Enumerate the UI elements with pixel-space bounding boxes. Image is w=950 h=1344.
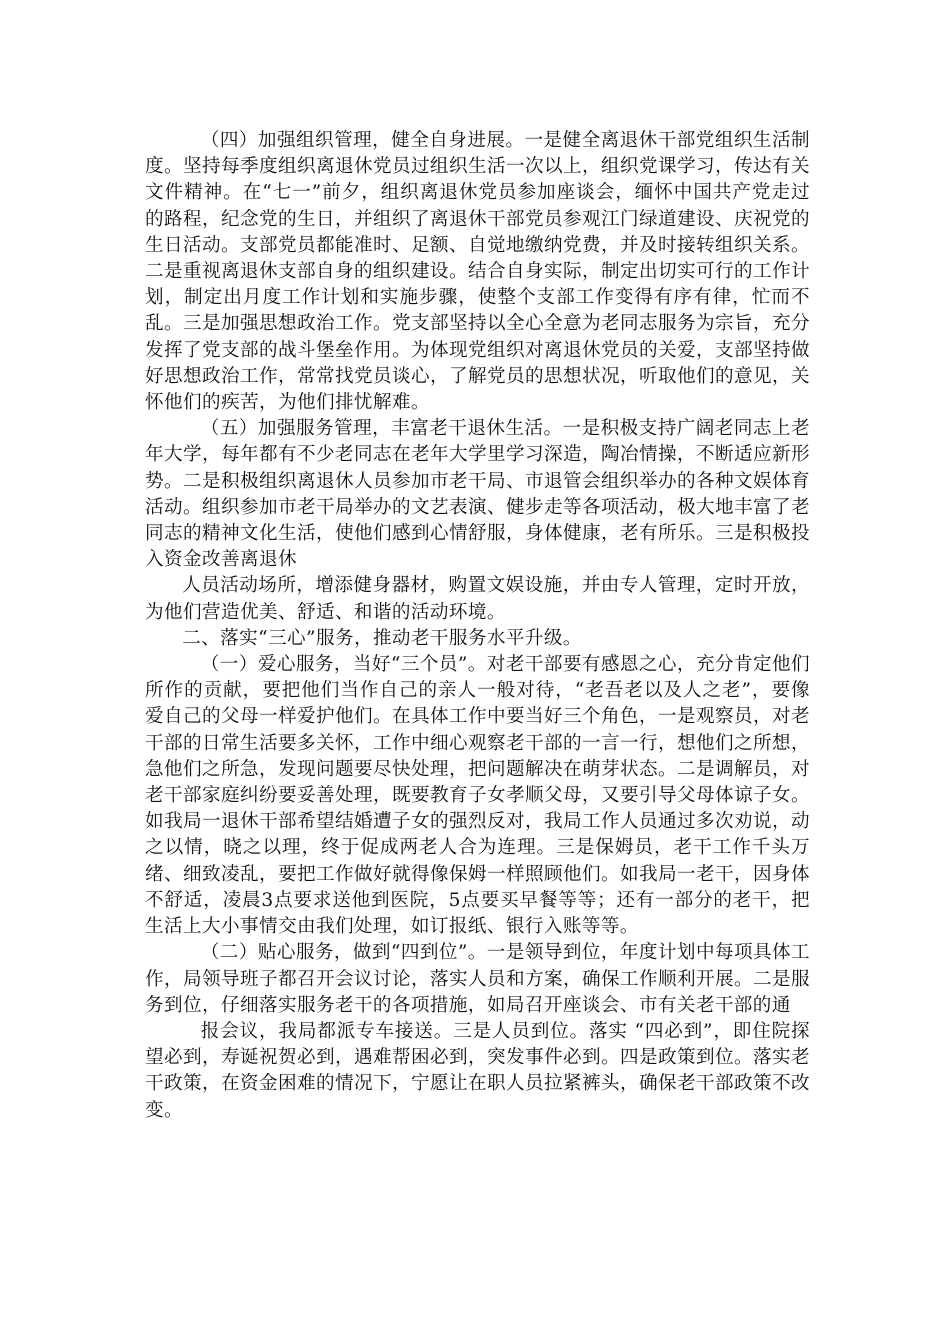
paragraph-subsection-two: （二）贴心服务，做到“四到位”。一是领导到位，年度计划中每项具体工作，局领导班子都召开会议讨论，落实人员和方案，确保工作顺利开展。二是服务到位，仔细落实服务老干的各项措施，如局召开座谈会、市有关老干部的通 (145, 942, 810, 1016)
paragraph-subsection-one: （一）爱心服务，当好“三个员”。对老干部要有感恩之心，充分肯定他们所作的贡献，要把他们当作自己的亲人一般对待，“老吾老以及人之老”，要像爱自己的父母一样爱护他们。在具体工作中要当好三个角色，一是观察员，对老干部的日常生活要多关怀，工作中细心观察老干部的一言一行，想他们之所想，急他们之所急，发现问题要尽快处理，把问题解决在萌芽状态。二是调解员，对老干部家庭纠纷要妥善处理，既要教育子女孝顺父母，又要引导父母体谅子女。如我局一退休干部希望结婚遭子女的强烈反对，我局工作人员通过多次劝说，动之以情，晓之以理，终于促成两老人合为连理。三是保姆员，老干工作千头万绪、细致凌乱，要把工作做好就得像保姆一样照顾他们。如我局一老干，因身体不舒适，凌晨3点要求送他到医院，5点要买早餐等等；还有一部分的老干，把生活上大小事情交由我们处理，如订报纸、银行入账等等。 (145, 654, 810, 938)
paragraph-section-four: （四）加强组织管理，健全自身进展。一是健全离退休干部党组织生活制度。坚持每季度组织离退休党员过组织生活一次以上，组织党课学习，传达有关文件精神。在“七一”前夕，组织离退休党员参加座谈会，缅怀中国共产党走过的路程，纪念党的生日，并组织了离退休干部党员参观江门绿道建设、庆祝党的生日活动。支部党员都能准时、足额、自觉地缴纳党费，并及时接转组织关系。二是重视离退休支部自身的组织建设。结合自身实际，制定出切实可行的工作计划，制定出月度工作计划和实施步骤，使整个支部工作变得有序有律，忙而不乱。三是加强思想政治工作。党支部坚持以全心全意为老同志服务为宗旨，充分发挥了党支部的战斗堡垒作用。为体现党组织对离退休党员的关爱，支部坚持做好思想政治工作，常常找党员谈心，了解党员的思想状况，听取他们的意见，关怀他们的疾苦，为他们排忧解难。 (145, 130, 810, 414)
document-page (145, 128, 810, 1124)
paragraph-section-five-continued: 人员活动场所，增添健身器材，购置文娱设施，并由专人管理，定时开放，为他们营造优美、舒适、和谐的活动环境。 (145, 575, 810, 623)
paragraph-subsection-two-continued: 报会议，我局都派专车接送。三是人员到位。落实 “四必到”，即住院探望必到，寿诞祝贺必到，遇难帮困必到，突发事件必到。四是政策到位。落实老干政策，在资金困难的情况下，宁愿让在职人员拉紧裤头，确保老干部政策不改变。 (145, 1020, 810, 1121)
paragraph-section-five: （五）加强服务管理，丰富老干退休生活。一是积极支持广阔老同志上老年大学，每年都有不少老同志在老年大学里学习深造，陶冶情操，不断适应新形势。二是积极组织离退休人员参加市老干局、市退管会组织举办的各种文娱体育活动。组织参加市老干局举办的文艺表演、健步走等各项活动，极大地丰富了老同志的精神文化生活，使他们感到心情舒服，身体健康，老有所乐。三是积极投入资金改善离退休 (145, 418, 810, 571)
heading-section-two: 二、落实“三心”服务，推动老干服务水平升级。 (182, 627, 582, 649)
